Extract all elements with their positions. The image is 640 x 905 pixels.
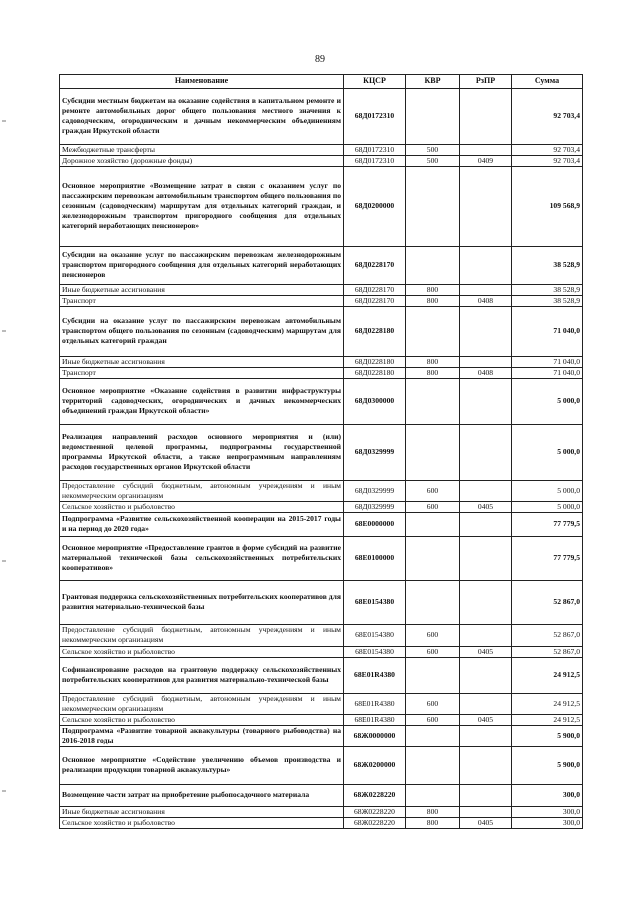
cell-kvr [406,784,460,806]
cell-code: 68Д0329999 [344,501,406,512]
table-row [60,367,583,378]
cell-name: Основное мероприятие «Оказание содействия в развитии инфраструктуры территорий садоводческих, огороднических и дачных некоммерческих объединений граждан Иркутской области» [60,378,344,424]
cell-kvr: 600 [406,714,460,725]
cell-name: Транспорт [60,295,344,306]
cell-name: Иные бюджетные ассигнования [60,284,344,295]
cell-rzpr [460,480,512,501]
header-code: КЦСР [344,75,406,89]
cell-sum: 24 912,5 [512,714,583,725]
cell-rzpr: 0405 [460,714,512,725]
cell-kvr: 800 [406,806,460,817]
cell-code: 68Е01R4380 [344,693,406,714]
cell-rzpr [460,746,512,784]
cell-name: Возмещение части затрат на приобретение рыбопосадочного материала [60,784,344,806]
cell-code: 68Д0228180 [344,356,406,367]
cell-code: 68Д0300000 [344,378,406,424]
table-row [60,295,583,306]
cell-rzpr [460,806,512,817]
cell-name: Иные бюджетные ассигнования [60,356,344,367]
cell-name: Подпрограмма «Развитие сельскохозяйственной кооперации на 2015-2017 годы и на период до 2020 года» [60,512,344,536]
cell-name: Транспорт [60,367,344,378]
cell-rzpr [460,536,512,580]
cell-rzpr [460,624,512,646]
cell-sum: 109 568,9 [512,166,583,246]
cell-sum: 5 000,0 [512,378,583,424]
cell-kvr [406,166,460,246]
table-row [60,144,583,155]
cell-kvr [406,246,460,284]
cell-sum: 300,0 [512,817,583,828]
cell-name: Софинансирование расходов на грантовую поддержку сельскохозяйственных потребительских кооперативов для развития материально-технической базы [60,657,344,693]
cell-code: 68Д0228170 [344,246,406,284]
cell-name: Подпрограмма «Развитие товарной аквакультуры (товарного рыбоводства) на 2016-2018 годы [60,725,344,746]
cell-name: Грантовая поддержка сельскохозяйственных потребительских кооперативов для развития материально-технической базы [60,580,344,624]
cell-sum: 24 912,5 [512,693,583,714]
cell-code: 68Е0100000 [344,536,406,580]
table-row [60,536,583,580]
cell-sum: 38 528,9 [512,246,583,284]
cell-name: Субсидии на оказание услуг по пассажирским перевозкам автомобильным транспортом общего пользования по сезонным (садоводческим) маршрутам для отдельных категорий граждан [60,306,344,356]
cell-name: Иные бюджетные ассигнования [60,806,344,817]
cell-sum: 5 000,0 [512,424,583,480]
cell-kvr: 800 [406,817,460,828]
cell-sum: 5 000,0 [512,480,583,501]
table-row [60,817,583,828]
cell-name: Субсидии местным бюджетам на оказание содействия в капитальном ремонте и ремонте автомобильных дорог общего пользования местного значения к садоводческим, огородническим и дачным некоммерческим объединениям граждан Иркутской области [60,88,344,144]
cell-code: 68Ж0000000 [344,725,406,746]
header-rzpr: РзПР [460,75,512,89]
cell-rzpr [460,580,512,624]
table-row [60,155,583,166]
table-row [60,624,583,646]
cell-code: 68Е0000000 [344,512,406,536]
table-row [60,378,583,424]
cell-code: 68Е01R4380 [344,657,406,693]
cell-name: Предоставление субсидий бюджетным, автономным учреждениям и иным некоммерческим организациям [60,693,344,714]
table-row [60,480,583,501]
cell-code: 68Д0228170 [344,284,406,295]
cell-rzpr [460,246,512,284]
cell-sum: 52 867,0 [512,624,583,646]
cell-kvr [406,306,460,356]
cell-kvr: 600 [406,646,460,657]
cell-name: Сельское хозяйство и рыболовство [60,714,344,725]
cell-rzpr [460,378,512,424]
binding-mark [2,790,6,792]
cell-kvr [406,725,460,746]
cell-code: 68Д0329999 [344,480,406,501]
cell-code: 68Ж0228220 [344,817,406,828]
cell-kvr [406,378,460,424]
cell-name: Сельское хозяйство и рыболовство [60,501,344,512]
cell-rzpr [460,725,512,746]
cell-sum: 77 779,5 [512,512,583,536]
cell-code: 68Ж0200000 [344,746,406,784]
binding-mark [2,330,6,332]
table-row [60,657,583,693]
cell-code: 68Д0228180 [344,306,406,356]
table-row [60,806,583,817]
cell-sum: 38 528,9 [512,284,583,295]
cell-kvr [406,657,460,693]
cell-kvr [406,424,460,480]
cell-name: Сельское хозяйство и рыболовство [60,646,344,657]
cell-name: Реализация направлений расходов основного мероприятия и (или) ведомственной целевой программы, подпрограммы государственной программы Иркутской области, а также непрограммным направлениям расходов государственных органов Иркутской области [60,424,344,480]
cell-rzpr [460,693,512,714]
cell-rzpr: 0408 [460,367,512,378]
table-row [60,284,583,295]
cell-rzpr [460,424,512,480]
cell-sum: 52 867,0 [512,580,583,624]
binding-mark [2,560,6,562]
header-kvr: КВР [406,75,460,89]
cell-code: 68Д0172310 [344,88,406,144]
cell-code: 68Е01R4380 [344,714,406,725]
cell-name: Дорожное хозяйство (дорожные фонды) [60,155,344,166]
cell-code: 68Е0154380 [344,580,406,624]
cell-kvr: 500 [406,155,460,166]
cell-name: Основное мероприятие «Возмещение затрат в связи с оказанием услуг по пассажирским перевозкам автомобильным транспортом общего пользования по сезонным (садоводческим) маршрутам для отдельных категорий граждан, и железнодорожным транспортом пригородного сообщения для отдельных категорий неработающих пенсионеров» [60,166,344,246]
table-row [60,714,583,725]
cell-sum: 24 912,5 [512,657,583,693]
cell-code: 68Д0329999 [344,424,406,480]
cell-rzpr [460,784,512,806]
cell-sum: 300,0 [512,784,583,806]
cell-sum: 92 703,4 [512,155,583,166]
cell-sum: 92 703,4 [512,144,583,155]
cell-sum: 71 040,0 [512,356,583,367]
cell-name: Предоставление субсидий бюджетным, автономным учреждениям и иным некоммерческим организациям [60,624,344,646]
table-row [60,166,583,246]
cell-sum: 71 040,0 [512,306,583,356]
cell-rzpr: 0409 [460,155,512,166]
table-row [60,306,583,356]
cell-code: 68Е0154380 [344,646,406,657]
cell-sum: 77 779,5 [512,536,583,580]
table-header-row [60,75,583,89]
table-row [60,784,583,806]
cell-rzpr [460,356,512,367]
cell-code: 68Д0172310 [344,155,406,166]
cell-code: 68Д0228180 [344,367,406,378]
cell-sum: 5 900,0 [512,746,583,784]
cell-kvr: 800 [406,295,460,306]
table-row [60,725,583,746]
cell-rzpr [460,306,512,356]
cell-code: 68Д0228170 [344,295,406,306]
table-row [60,512,583,536]
cell-name: Предоставление субсидий бюджетным, автономным учреждениям и иным некоммерческим организациям [60,480,344,501]
cell-rzpr [460,657,512,693]
table-row [60,246,583,284]
cell-rzpr [460,512,512,536]
table-row [60,580,583,624]
cell-kvr: 600 [406,624,460,646]
header-sum: Сумма [512,75,583,89]
table-row [60,501,583,512]
cell-sum: 92 703,4 [512,88,583,144]
cell-kvr [406,536,460,580]
cell-code: 68Д0172310 [344,144,406,155]
cell-sum: 5 900,0 [512,725,583,746]
cell-code: 68Д0200000 [344,166,406,246]
cell-sum: 71 040,0 [512,367,583,378]
cell-rzpr: 0408 [460,295,512,306]
cell-rzpr: 0405 [460,501,512,512]
cell-sum: 300,0 [512,806,583,817]
cell-rzpr [460,88,512,144]
cell-name: Субсидии на оказание услуг по пассажирским перевозкам железнодорожным транспортом пригородного сообщения для отдельных категорий неработающих пенсионеров [60,246,344,284]
cell-sum: 38 528,9 [512,295,583,306]
cell-kvr: 600 [406,501,460,512]
header-name: Наименование [60,75,344,89]
cell-kvr [406,88,460,144]
table-row [60,646,583,657]
table-row [60,693,583,714]
cell-name: Межбюджетные трансферты [60,144,344,155]
cell-kvr: 800 [406,284,460,295]
cell-kvr: 600 [406,480,460,501]
cell-rzpr [460,144,512,155]
cell-sum: 5 000,0 [512,501,583,512]
table-row [60,88,583,144]
cell-kvr: 800 [406,356,460,367]
cell-kvr: 500 [406,144,460,155]
budget-table [59,74,583,829]
cell-kvr [406,580,460,624]
table-row [60,424,583,480]
table-row [60,356,583,367]
cell-sum: 52 867,0 [512,646,583,657]
binding-mark [2,120,6,122]
cell-kvr [406,512,460,536]
cell-rzpr: 0405 [460,817,512,828]
cell-name: Основное мероприятие «Предоставление грантов в форме субсидий на развитие материальной технической базы сельскохозяйственных потребительских кооперативов» [60,536,344,580]
cell-code: 68Ж0228220 [344,806,406,817]
cell-rzpr [460,166,512,246]
cell-kvr: 600 [406,693,460,714]
page-number: 89 [315,54,325,65]
cell-code: 68Е0154380 [344,624,406,646]
cell-code: 68Ж0228220 [344,784,406,806]
cell-kvr: 800 [406,367,460,378]
cell-name: Сельское хозяйство и рыболовство [60,817,344,828]
cell-name: Основное мероприятие «Содействие увеличению объемов производства и реализации продукции товарной аквакультуры» [60,746,344,784]
cell-rzpr: 0405 [460,646,512,657]
cell-rzpr [460,284,512,295]
cell-kvr [406,746,460,784]
table-row [60,746,583,784]
